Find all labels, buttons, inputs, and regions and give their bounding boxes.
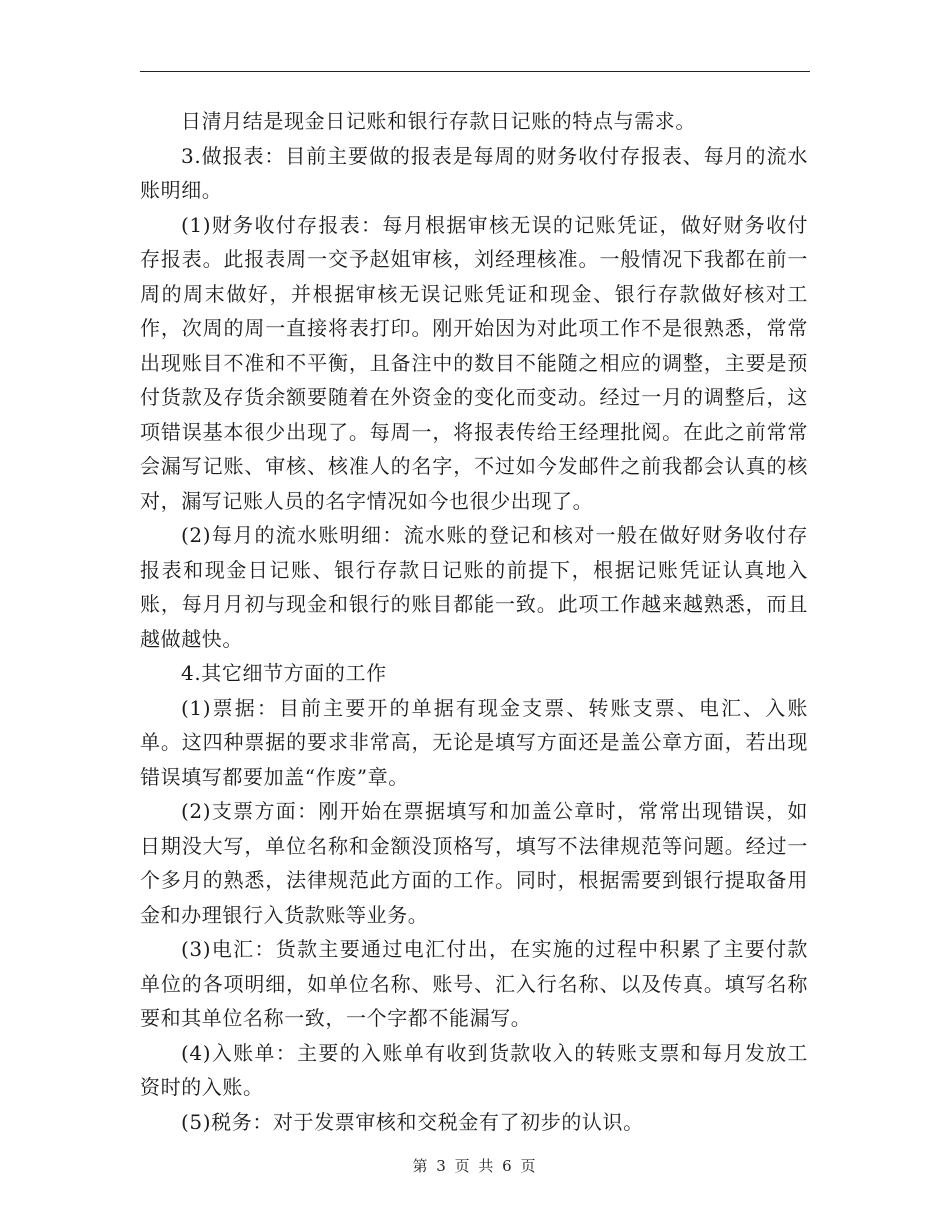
paragraph: 日清月结是现金日记账和银行存款日记账的特点与需求。 [181,109,696,133]
paragraph: (2)每月的流水账明细：流水账的登记和核对一般在做好财务收付存报表和现金日记账、银行存款日记账的前提下，根据记账凭证认真地入账，每月月初与现金和银行的账目都能一致。此项工作越来越熟悉，而且越做越快。 [140,523,808,651]
paragraph: (3)电汇：货款主要通过电汇付出，在实施的过程中积累了主要付款单位的各项明细，如单位名称、账号、汇入行名称、以及传真。填写名称要和其单位名称一致，一个字都不能漏写。 [140,937,808,1030]
paragraph: (4)入账单：主要的入账单有收到货款收入的转账支票和每月发放工资时的入账。 [140,1040,808,1099]
paragraph: 3.做报表：目前主要做的报表是每周的财务收付存报表、每月的流水账明细。 [140,143,808,202]
paragraph: (2)支票方面：刚开始在票据填写和加盖公章时，常常出现错误，如日期没大写，单位名称和金额没顶格写，填写不法律规范等问题。经过一个多月的熟悉，法律规范此方面的工作。同时，根据需要到银行提取备用金和办理银行入货款账等业务。 [140,799,808,927]
paragraph: (1)财务收付存报表：每月根据审核无误的记账凭证，做好财务收付存报表。此报表周一交予赵姐审核，刘经理核准。一般情况下我都在前一周的周末做好，并根据审核无误记账凭证和现金、银行存款做好核对工作，次周的周一直接将表打印。刚开始因为对此项工作不是很熟悉，常常出现账目不准和不平衡，且备注中的数目不能随之相应的调整，主要是预付货款及存货余额要随着在外资金的变化而变动。经过一月的调整后，这项错误基本很少出现了。每周一，将报表传给王经理批阅。在此之前常常会漏写记账、审核、核准人的名字，不过如今发邮件之前我都会认真的核对，漏写记账人员的名字情况如今也很少出现了。 [140,212,808,513]
header-rule [140,71,810,72]
paragraph: (5)税务：对于发票审核和交税金有了初步的认识。 [181,1109,644,1134]
document-body [140,104,808,1139]
section-heading: 4.其它细节方面的工作 [181,661,387,685]
page-number-footer: 第 3 页 共 6 页 [412,1157,538,1175]
paragraph: (1)票据：目前主要开的单据有现金支票、转账支票、电汇、入账单。这四种票据的要求非常高，无论是填写方面还是盖公章方面，若出现错误填写都要加盖“作废”章。 [140,695,808,789]
